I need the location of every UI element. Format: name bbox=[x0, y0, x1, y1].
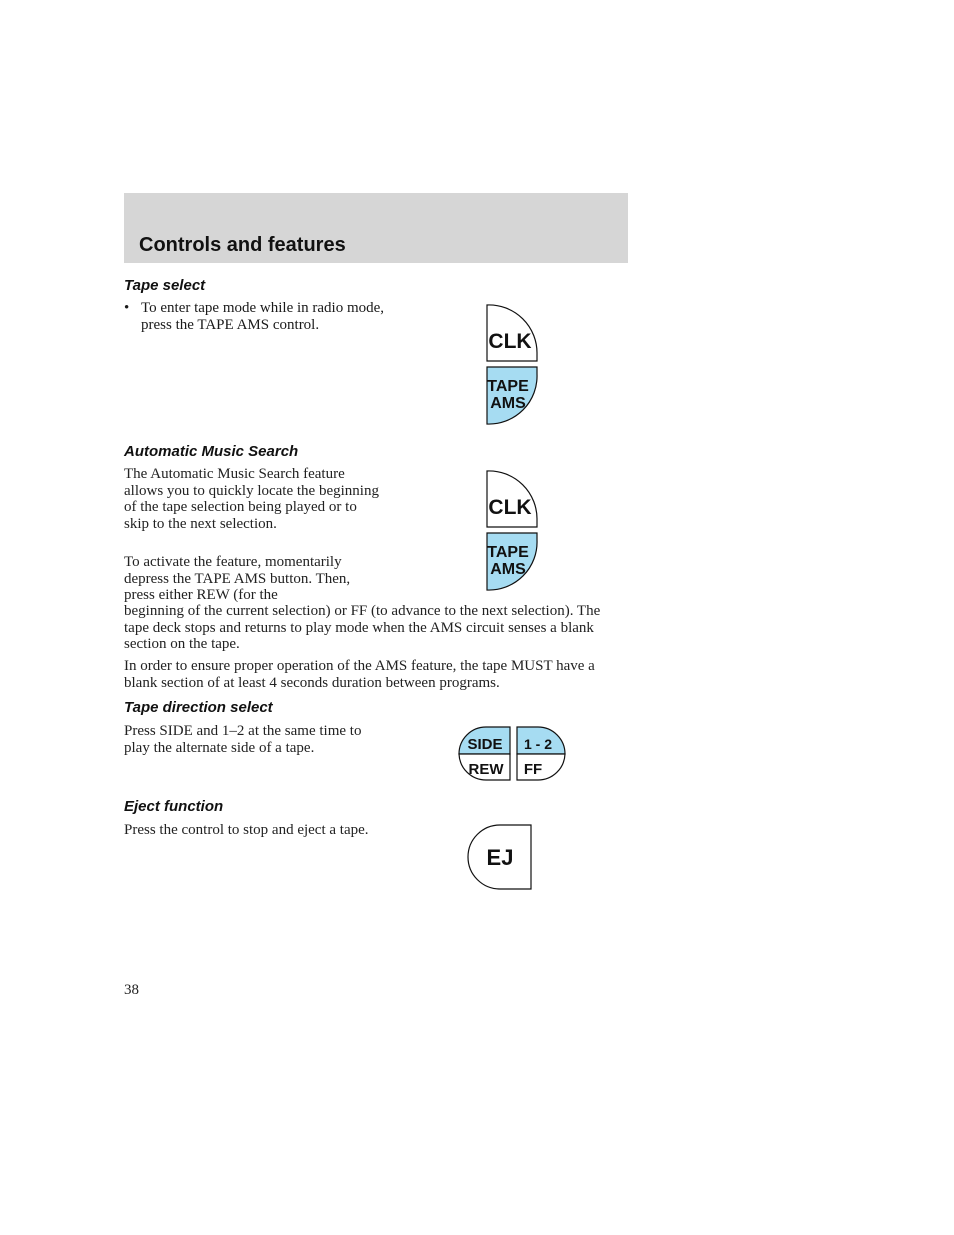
tape-select-bullet-text: To enter tape mode while in radio mode, press the TAPE AMS control. bbox=[141, 300, 385, 333]
bullet-icon: • bbox=[124, 300, 130, 316]
side-button-label: SIDE bbox=[467, 736, 503, 753]
section-header-band bbox=[124, 193, 628, 263]
eject-button-icon bbox=[467, 824, 535, 892]
ams-paragraph-2b: beginning of the current selection) or FF (to advance to the next selection). The tape deck stops and returns to play mode when the AMS circuit senses a blank section on the tape. bbox=[124, 603, 601, 652]
page-number: 38 bbox=[124, 982, 139, 998]
tape-button-label: TAPE bbox=[487, 378, 529, 395]
tape-direction-paragraph: Press SIDE and 1–2 at the same time to play the alternate side of a tape. bbox=[124, 723, 362, 756]
ff-button-label: FF bbox=[523, 761, 543, 778]
ams-paragraph-1: The Automatic Music Search feature allows you to quickly locate the beginning of the tape selection being played or to skip to the next selection. bbox=[124, 466, 379, 532]
section-title: Controls and features bbox=[139, 234, 346, 256]
one-two-button-label: 1 - 2 bbox=[523, 736, 553, 752]
ams-button-label: AMS bbox=[490, 395, 526, 412]
eject-paragraph: Press the control to stop and eject a tape. bbox=[124, 822, 369, 838]
eject-button-label: EJ bbox=[486, 845, 514, 870]
ams-paragraph-3: In order to ensure proper operation of the AMS feature, the tape MUST have a blank section of at least 4 seconds duration between programs. bbox=[124, 658, 595, 691]
tape-button-label: TAPE bbox=[487, 544, 529, 561]
rew-button-label: REW bbox=[468, 761, 504, 778]
tape-select-heading: Tape select bbox=[124, 277, 206, 294]
eject-heading: Eject function bbox=[124, 798, 224, 815]
clk-button-label: CLK bbox=[488, 330, 532, 353]
ams-heading: Automatic Music Search bbox=[124, 443, 299, 460]
tape-direction-heading: Tape direction select bbox=[124, 699, 273, 716]
clk-tape-ams-button-icon bbox=[486, 304, 540, 428]
side-rew-ff-buttons-icon bbox=[458, 726, 568, 782]
clk-tape-ams-button-icon bbox=[486, 470, 540, 594]
clk-button-label: CLK bbox=[488, 496, 532, 519]
ams-button-label: AMS bbox=[490, 561, 526, 578]
ams-paragraph-2a: To activate the feature, momentarily depress the TAPE AMS button. Then, press either REW (for the bbox=[124, 554, 351, 603]
